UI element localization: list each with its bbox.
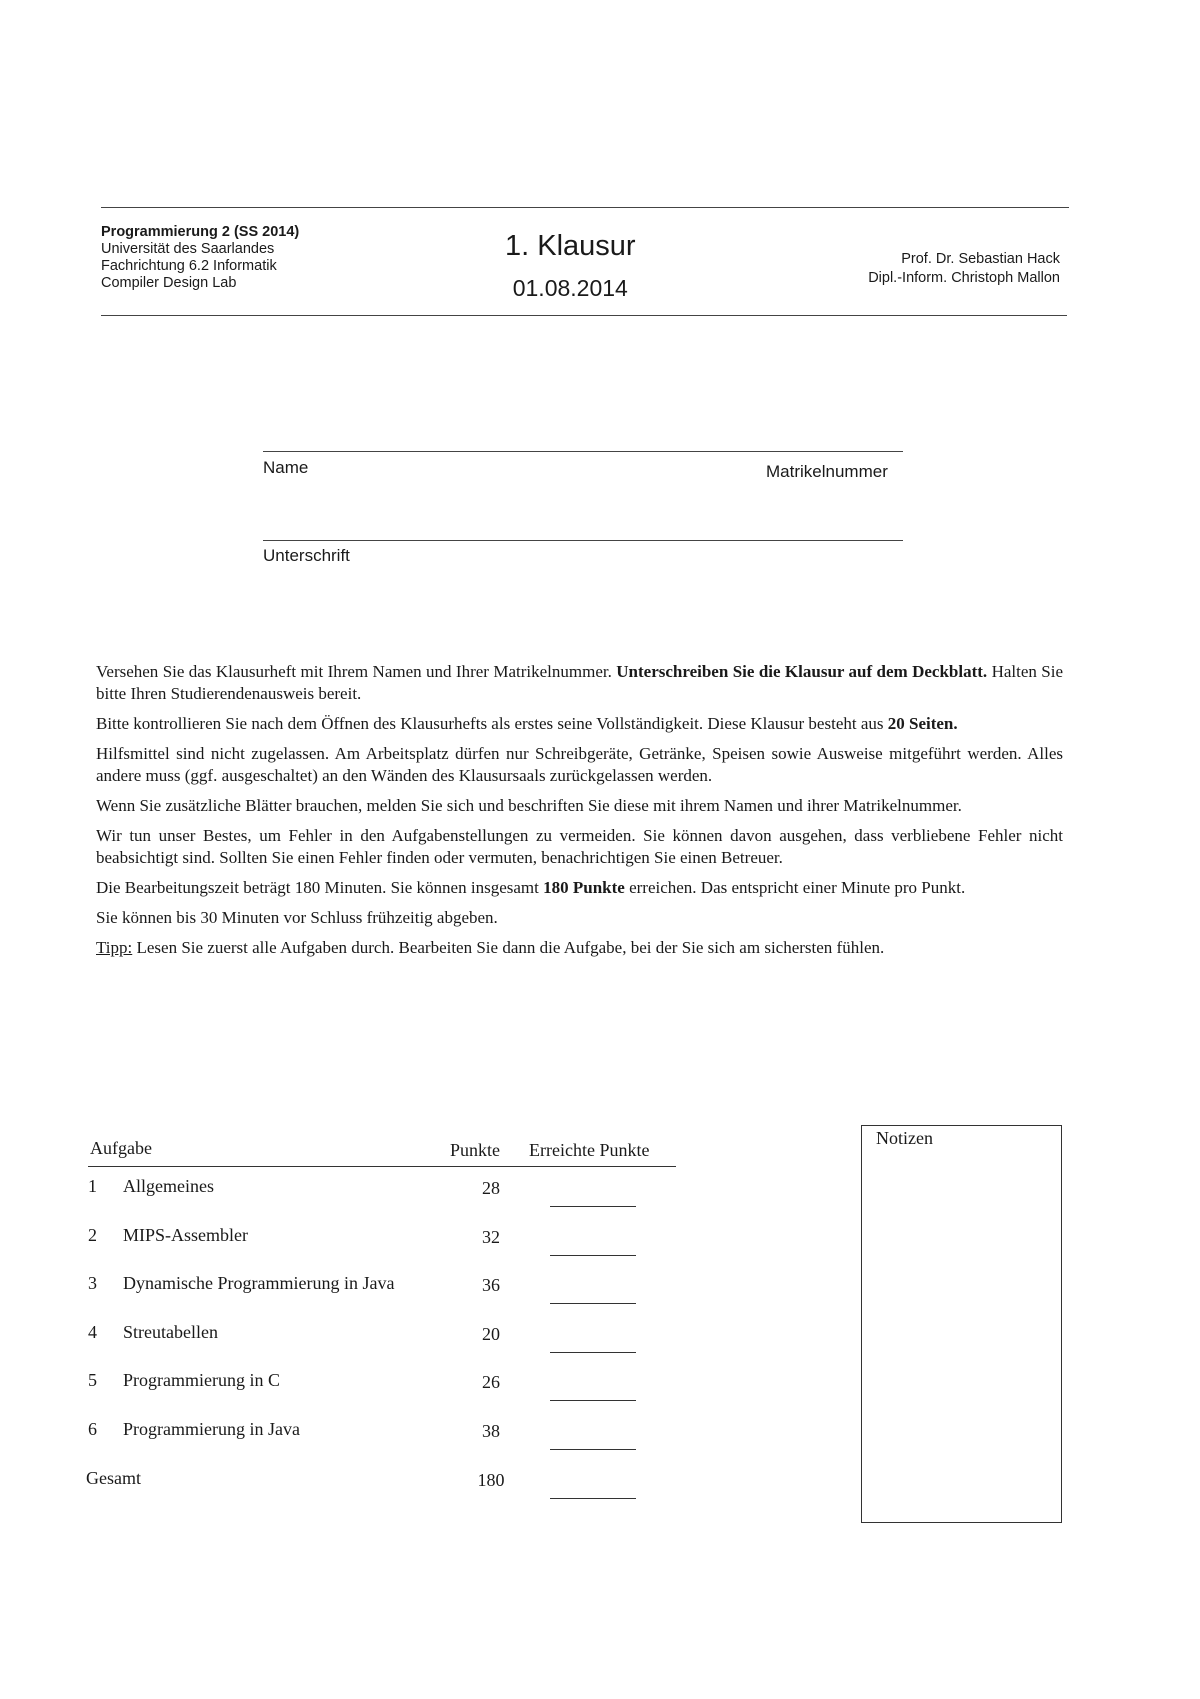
- total-achieved-field[interactable]: [550, 1498, 636, 1499]
- header-top-rule: [101, 207, 1069, 208]
- table-row: [88, 1176, 678, 1224]
- exam-heading: [505, 229, 636, 302]
- name-label: Name: [263, 458, 309, 477]
- instruction-paragraph: Wir tun unser Bestes, um Fehler in den Aufgabenstellungen zu vermeiden. Sie können davon ausgehen, dass verbliebene Fehler nicht beabsichtigt sind. Sollten Sie einen Fehler finden oder vermuten, benachrichtigen Sie einen Betreuer.: [96, 826, 1063, 867]
- instruction-paragraph: Die Bearbeitungszeit beträgt 180 Minuten. Sie können insgesamt 180 Punkte erreichen. Das entspricht einer Minute pro Punkt.: [96, 878, 966, 897]
- task-points: 28: [482, 1178, 500, 1198]
- achieved-points-field[interactable]: [550, 1449, 636, 1450]
- table-row: [88, 1370, 678, 1418]
- task-number: 3: [88, 1273, 97, 1293]
- department-name: Fachrichtung 6.2 Informatik: [101, 258, 277, 274]
- task-title: Programmierung in C: [123, 1370, 280, 1390]
- task-title: Streutabellen: [123, 1321, 218, 1342]
- assistant-name: Dipl.-Inform. Christoph Mallon: [868, 270, 1060, 286]
- course-title: Programmierung 2 (SS 2014): [101, 224, 300, 240]
- achieved-points-field[interactable]: [550, 1255, 636, 1256]
- achieved-points-field[interactable]: [550, 1303, 636, 1304]
- name-matrikel-line[interactable]: [263, 451, 903, 452]
- tip-paragraph: Tipp: Lesen Sie zuerst alle Aufgaben durch. Bearbeiten Sie dann die Aufgabe, bei der Sie sich am sichersten fühlen.: [96, 938, 885, 957]
- table-row: [88, 1419, 678, 1467]
- achieved-points-field[interactable]: [550, 1206, 636, 1207]
- exam-date: 01.08.2014: [512, 275, 628, 301]
- matrikel-label: Matrikelnummer: [766, 462, 888, 481]
- total-points: 180: [477, 1470, 505, 1490]
- instruction-paragraph: Sie können bis 30 Minuten vor Schluss frühzeitig abgeben.: [96, 908, 498, 927]
- task-number: 6: [88, 1418, 97, 1439]
- instruction-paragraph: Bitte kontrollieren Sie nach dem Öffnen des Klausurhefts als erstes seine Vollständigkeit. Diese Klausur besteht aus 20 Seiten.: [96, 714, 958, 733]
- task-points: 26: [482, 1372, 500, 1392]
- task-number: 5: [88, 1370, 97, 1390]
- instructions: [96, 661, 1063, 967]
- task-points: 32: [482, 1226, 500, 1247]
- task-title: Allgemeines: [123, 1176, 214, 1196]
- course-info: [101, 224, 299, 292]
- examiners: [868, 250, 1060, 288]
- task-number: 2: [88, 1224, 97, 1245]
- table-row: [88, 1322, 678, 1370]
- task-points: 36: [482, 1275, 500, 1295]
- notes-box[interactable]: [861, 1125, 1062, 1523]
- achieved-points-field[interactable]: [550, 1400, 636, 1401]
- university-name: Universität des Saarlandes: [101, 241, 275, 257]
- total-label: Gesamt: [86, 1468, 141, 1488]
- instruction-paragraph: Hilfsmittel sind nicht zugelassen. Am Arbeitsplatz dürfen nur Schreibgeräte, Getränke, Speisen sowie Ausweise mitgeführt werden. Alles andere muss (ggf. ausgeschaltet) an den Wänden des Klausursaals zurückgelassen werden.: [96, 744, 1063, 785]
- tip-label: Tipp:: [96, 938, 133, 957]
- task-title: Programmierung in Java: [123, 1418, 300, 1439]
- task-title: Dynamische Programmierung in Java: [123, 1273, 395, 1293]
- signature-line[interactable]: [263, 540, 903, 541]
- header-bottom-rule: [101, 315, 1067, 316]
- task-points: 38: [482, 1420, 500, 1441]
- column-header-task: Aufgabe: [90, 1138, 152, 1158]
- signature-label: Unterschrift: [263, 546, 350, 565]
- task-title: MIPS-Assembler: [123, 1224, 248, 1245]
- instruction-paragraph: Wenn Sie zusätzliche Blätter brauchen, melden Sie sich und beschriften Sie diese mit ihrem Namen und ihrer Matrikelnummer.: [96, 796, 962, 815]
- instruction-paragraph: Versehen Sie das Klausurheft mit Ihrem Namen und Ihrer Matrikelnummer. Unterschreiben Sie die Klausur auf dem Deckblatt. Halten Sie bitte Ihren Studierendenausweis bereit.: [96, 662, 1063, 703]
- task-number: 4: [88, 1321, 97, 1342]
- table-row: [88, 1273, 678, 1321]
- exam-title: 1. Klausur: [505, 230, 636, 262]
- table-header-rule: [88, 1166, 676, 1167]
- column-header-achieved: Erreichte Punkte: [529, 1140, 650, 1160]
- task-points: 20: [482, 1323, 500, 1344]
- achieved-points-field[interactable]: [550, 1352, 636, 1353]
- total-row: [88, 1468, 678, 1516]
- lab-name: Compiler Design Lab: [101, 275, 237, 291]
- task-number: 1: [88, 1176, 97, 1196]
- professor-name: Prof. Dr. Sebastian Hack: [901, 251, 1060, 267]
- notes-label: Notizen: [876, 1128, 933, 1148]
- table-row: [88, 1225, 678, 1273]
- column-header-points: Punkte: [450, 1140, 501, 1160]
